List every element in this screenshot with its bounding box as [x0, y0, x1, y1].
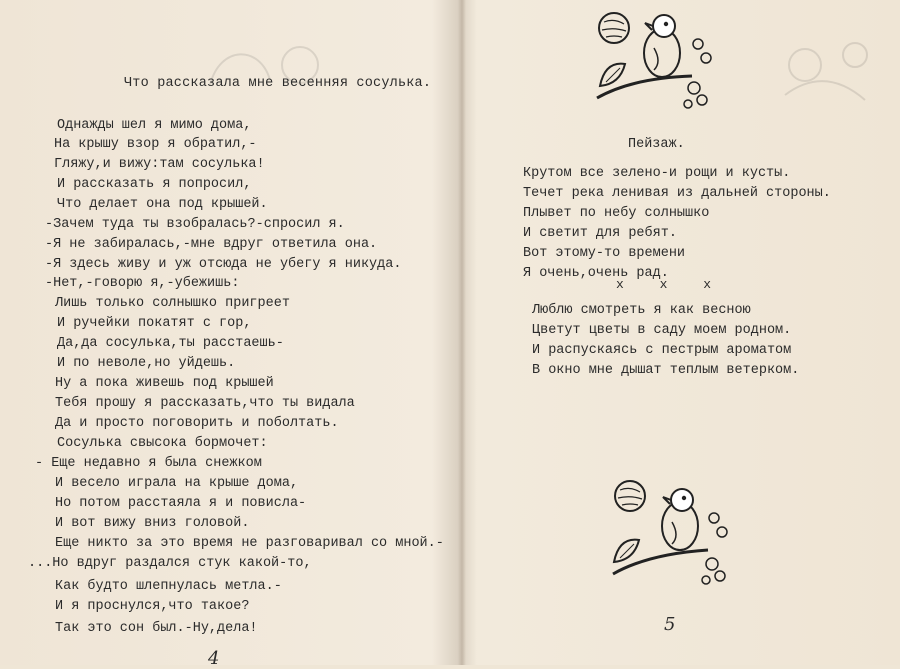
poem-line: -Нет,-говорю я,-убежишь: [45, 276, 240, 291]
poem-line: Гляжу,и вижу:там сосулька! [54, 157, 265, 172]
poem-line: И светит для ребят. [523, 226, 677, 241]
page-number: 5 [664, 614, 676, 635]
poem-line: Вот этому-то времени [523, 246, 686, 261]
poem-line: Лишь только солнышко пригреет [55, 296, 290, 311]
poem-line: Однажды шел я мимо дома, [57, 118, 252, 133]
poem-line: - Еще недавно я была снежком [35, 456, 262, 471]
poem-line: Плывет по небу солнышко [523, 206, 710, 221]
poem-line: Что делает она под крышей. [57, 197, 268, 212]
page-number: 4 [208, 648, 220, 669]
poem-line: Да и просто поговорить и поболтать. [55, 416, 339, 431]
poem-line: И вот вижу вниз головой. [55, 516, 250, 531]
poem-line: И рассказать я попросил, [57, 177, 252, 192]
poem-title-landscape: Пейзаж. [628, 137, 685, 152]
poem-line: Течет река ленивая из дальней стороны. [523, 186, 831, 201]
poem-title: Что рассказала мне весенняя сосулька. [124, 76, 432, 91]
poem-line: Крутом все зелено-и рощи и кусты. [523, 166, 791, 181]
poem-line: И по неволе,но уйдешь. [57, 356, 236, 371]
bird-on-branch-icon [592, 8, 714, 118]
poem-line: И распускаясь с пестрым ароматом [532, 343, 792, 358]
poem-line: На крышу взор я обратил,- [54, 137, 257, 152]
poem-line: Ну а пока живешь под крышей [55, 376, 274, 391]
poem-line: И весело играла на крыше дома, [55, 476, 299, 491]
poem-line: Да,да сосулька,ты расстаешь- [57, 336, 284, 351]
show-through-bird-icon [765, 25, 885, 135]
poem-line: -Я не забиралась,-мне вдруг ответила она. [45, 237, 378, 252]
poem-line: Так это сон был.-Ну,дела! [55, 621, 258, 636]
poem-line: -Зачем туда ты взобралась?-спросил я. [45, 217, 345, 232]
stanza-separator: x x x [616, 277, 726, 292]
bird-on-branch-icon [608, 478, 730, 590]
poem-line: Еще никто за это время не разговаривал со мной.- [55, 536, 444, 551]
poem-line: В окно мне дышат теплым ветерком. [532, 363, 800, 378]
poem-line: Сосулька свысока бормочет: [57, 436, 268, 451]
poem-line: ...Но вдруг раздался стук какой-то, [28, 556, 312, 571]
poem-line: И я проснулся,что такое? [55, 599, 250, 614]
poem-line: И ручейки покатят с гор, [57, 316, 252, 331]
poem-line: Как будто шлепнулась метла.- [55, 579, 282, 594]
poem-line: Но потом расстаяла я и повисла- [55, 496, 307, 511]
poem-line: Люблю смотреть я как весною [532, 303, 751, 318]
poem-line: Я очень,очень рад. [523, 266, 669, 281]
poem-line: -Я здесь живу и уж отсюда не убегу я никуда. [45, 257, 402, 272]
poem-line: Тебя прошу я рассказать,что ты видала [55, 396, 355, 411]
poem-line: Цветут цветы в саду моем родном. [532, 323, 792, 338]
